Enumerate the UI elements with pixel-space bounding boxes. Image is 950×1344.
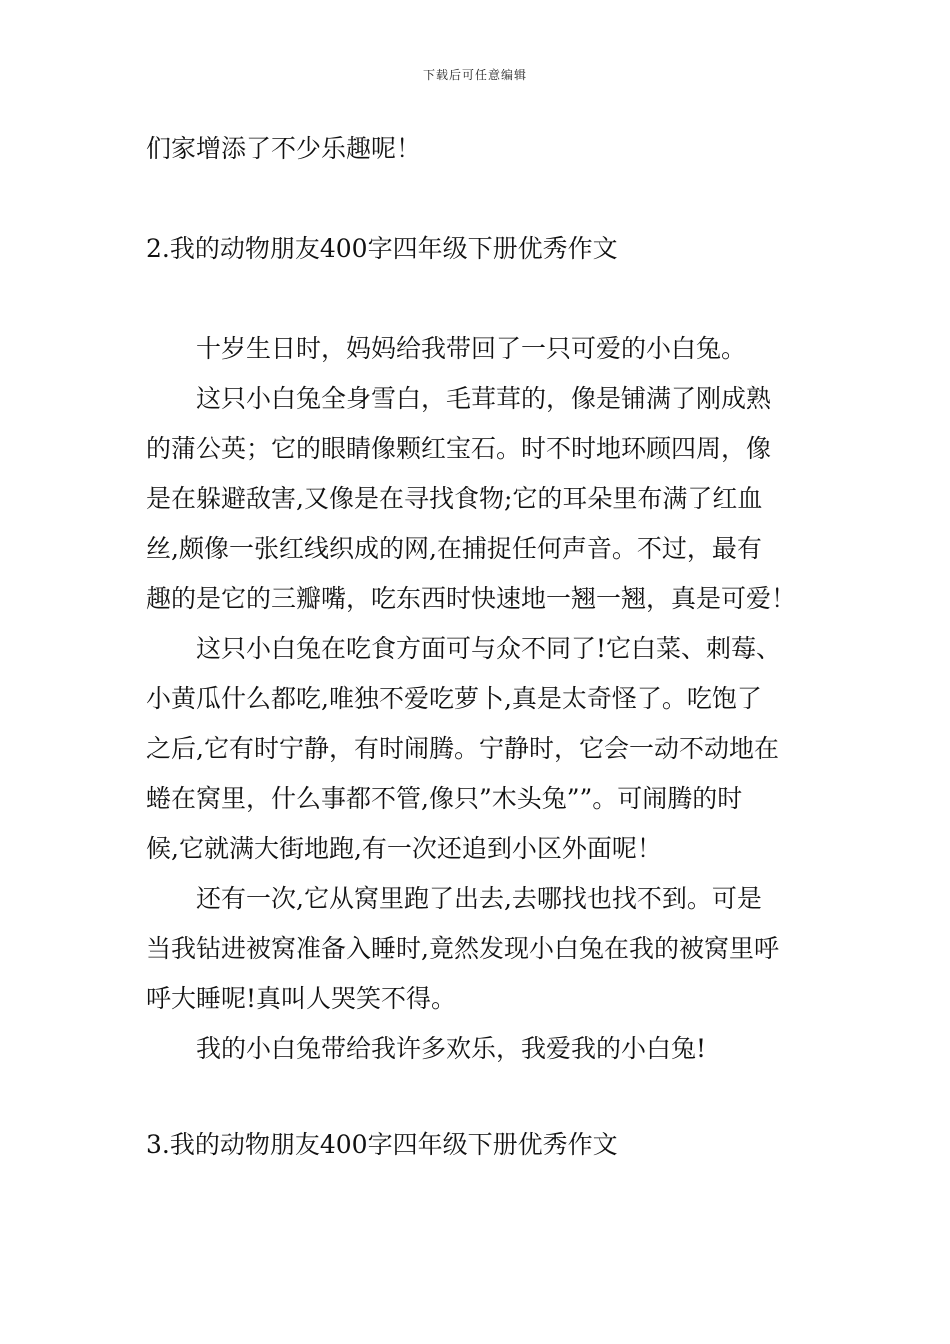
paragraph-line: 蜷在窝里，什么事都不管,像只”木头兔””。可闹腾的时: [146, 784, 743, 813]
paragraph-line: 趣的是它的三瓣嘴，吃东西时快速地一翘一翘，真是可爱！: [146, 584, 797, 613]
paragraph-line: 之后,它有时宁静，有时闹腾。宁静时，它会一动不动地在: [146, 734, 779, 763]
paragraph-line: 是在躲避敌害,又像是在寻找食物;它的耳朵里布满了红血: [146, 484, 763, 513]
paragraph-line: 还有一次,它从窝里跑了出去,去哪找也找不到。可是: [196, 884, 762, 913]
paragraph-line: 这只小白兔全身雪白，毛茸茸的，像是铺满了刚成熟: [196, 384, 772, 413]
paragraph-line: 候,它就满大街地跑,有一次还追到小区外面呢！: [146, 834, 662, 863]
paragraph-line: 们家增添了不少乐趣呢！: [146, 134, 422, 163]
page-header: 下载后可任意编辑: [422, 68, 527, 82]
paragraph-line: 小黄瓜什么都吃,唯独不爱吃萝卜,真是太奇怪了。吃饱了: [146, 684, 762, 713]
paragraph-line: 丝,颇像一张红线织成的网,在捕捉任何声音。不过，最有: [146, 534, 762, 563]
paragraph-line: 的蒲公英；它的眼睛像颗红宝石。时不时地环顾四周，像: [146, 434, 772, 463]
paragraph-line: 十岁生日时，妈妈给我带回了一只可爱的小白兔。: [196, 334, 747, 363]
paragraph-line: 当我钻进被窝准备入睡时,竟然发现小白兔在我的被窝里呼: [146, 934, 779, 963]
section-heading: 2.我的动物朋友400字四年级下册优秀作文: [146, 234, 618, 263]
paragraph-line: 我的小白兔带给我许多欢乐，我爱我的小白兔!: [196, 1034, 707, 1063]
paragraph-line: 呼大睡呢!真叫人哭笑不得。: [146, 984, 457, 1013]
paragraph-line: 这只小白兔在吃食方面可与众不同了!它白菜、刺莓、: [196, 634, 782, 663]
section-heading: 3.我的动物朋友400字四年级下册优秀作文: [146, 1130, 618, 1159]
